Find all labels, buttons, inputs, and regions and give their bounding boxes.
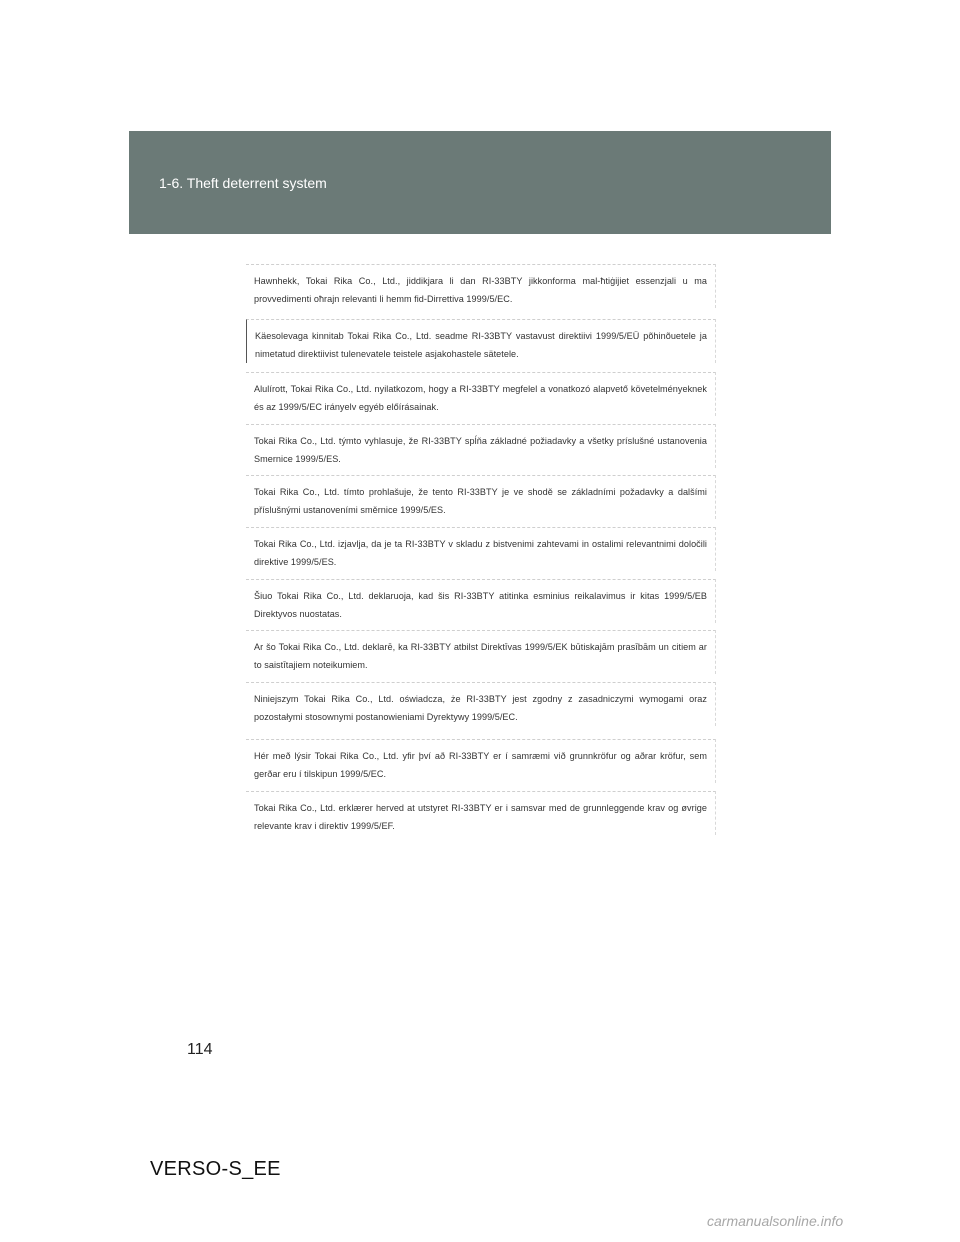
declaration-text: Alulírott, Tokai Rika Co., Ltd. nyilatkozom, hogy a RI-33BTY megfelel a vonatkozó alapvető követelményeknek és az 1999/5/EC irányelv egyéb előírásainak.	[254, 384, 707, 412]
declaration-estonian	[246, 319, 716, 363]
site-watermark: carmanualsonline.info	[707, 1213, 844, 1229]
declaration-text: Hawnhekk, Tokai Rika Co., Ltd., jiddikjara li dan RI-33BTY jikkonforma mal-ħtiġijiet essenzjali u ma provvedimenti oħrajn relevanti li hemm fid-Dirrettiva 1999/5/EC.	[254, 276, 707, 304]
declaration-slovenian	[246, 527, 716, 571]
declaration-latvian	[246, 630, 716, 674]
declaration-text: Tokai Rika Co., Ltd. tímto prohlašuje, že tento RI-33BTY je ve shodě se základními požadavky a dalšími příslušnými ustanoveními směrnice 1999/5/ES.	[254, 487, 707, 515]
declaration-text: Tokai Rika Co., Ltd. erklærer herved at utstyret RI-33BTY er i samsvar med de grunnleggende krav og øvrige relevante krav i direktiv 1999/5/EF.	[254, 803, 707, 831]
declaration-text: Hér með lýsir Tokai Rika Co., Ltd. yfir því að RI-33BTY er í samræmi við grunnkröfur og aðrar kröfur, sem gerðar eru í tilskipun 1999/5/EC.	[254, 751, 707, 779]
declaration-text: Käesolevaga kinnitab Tokai Rika Co., Ltd. seadme RI-33BTY vastavust direktiivi 1999/5/EÜ põhinõuetele ja nimetatud direktiivist tulenevatele teistele asjakohastele sätetele.	[255, 331, 707, 359]
declaration-hungarian	[246, 372, 716, 416]
declaration-slovak	[246, 424, 716, 468]
declaration-text: Šiuo Tokai Rika Co., Ltd. deklaruoja, kad šis RI-33BTY atitinka esminius reikalavimus ir kitas 1999/5/EB Direktyvos nuostatas.	[254, 591, 707, 619]
declaration-scan	[246, 264, 716, 844]
page-number: 114	[187, 1041, 213, 1058]
declaration-lithuanian	[246, 579, 716, 623]
declaration-text: Niniejszym Tokai Rika Co., Ltd. oświadcza, że RI-33BTY jest zgodny z zasadniczymi wymogami oraz pozostałymi stosownymi postanowieniami Dyrektywy 1999/5/EC.	[254, 694, 707, 722]
declaration-maltese	[246, 264, 716, 308]
declaration-norwegian	[246, 791, 716, 835]
declaration-text: Tokai Rika Co., Ltd. izjavlja, da je ta RI-33BTY v skladu z bistvenimi zahtevami in ostalimi relevantnimi določili direktive 1999/5/ES.	[254, 539, 707, 567]
declaration-text: Tokai Rika Co., Ltd. týmto vyhlasuje, že RI-33BTY spĺňa základné požiadavky a všetky príslušné ustanovenia Smernice 1999/5/ES.	[254, 436, 707, 464]
declaration-icelandic	[246, 739, 716, 783]
declaration-polish	[246, 682, 716, 726]
section-title: 1-6. Theft deterrent system	[159, 175, 327, 191]
model-code: VERSO-S_EE	[150, 1158, 281, 1180]
declaration-text: Ar šo Tokai Rika Co., Ltd. deklarē, ka RI-33BTY atbilst Direktīvas 1999/5/EK būtiskajām prasībām un citiem ar to saistītajiem noteikumiem.	[254, 642, 707, 670]
declaration-czech	[246, 475, 716, 519]
